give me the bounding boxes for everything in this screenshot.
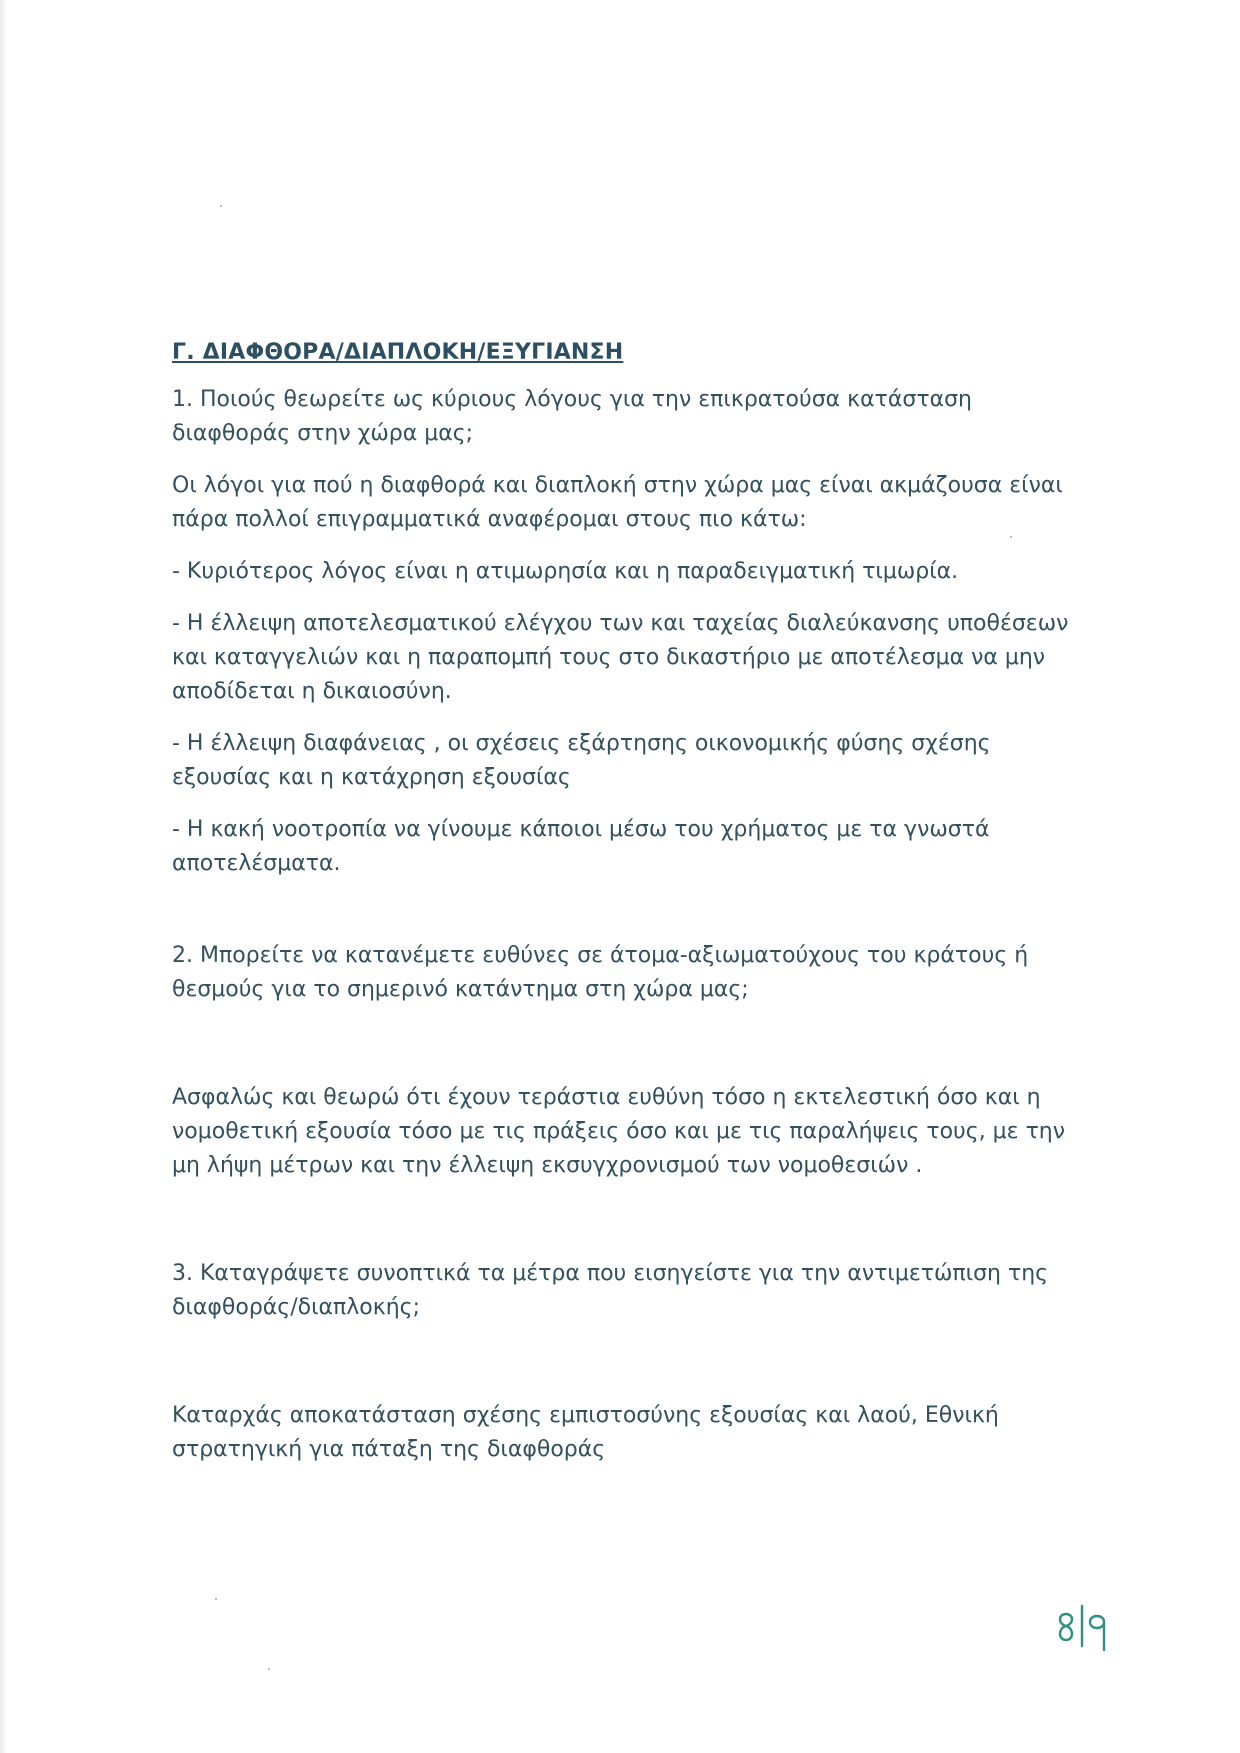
document-body <box>172 340 1072 1467</box>
answer-1-bullet: - Η έλλειψη διαφάνειας , οι σχέσεις εξάρτησης οικονομικής φύσης σχέσης εξουσίας και η κατάχρηση εξουσίας <box>172 731 991 790</box>
scan-speck <box>268 1668 270 1670</box>
answer-2: Ασφαλώς και θεωρώ ότι έχουν τεράστια ευθύνη τόσο η εκτελεστική όσο και η νομοθετική εξουσία τόσο με τις πράξεις όσο και με τις παραλήψεις τους, με την μη λήψη μέτρων και την έλλειψη εκσυγχρονισμού των νομοθεσιών . <box>172 1085 1066 1178</box>
answer-1-bullet: - Η έλλειψη αποτελεσματικού ελέγχου των και ταχείας διαλεύκανσης υποθέσεων και καταγγελιών και η παραπομπή τους στο δικαστήριο με αποτέλεσμα να μην αποδίδεται η δικαιοσύνη. <box>172 611 1069 704</box>
question-3: 3. Καταγράψετε συνοπτικά τα μέτρα που εισηγείστε για την αντιμετώπιση της διαφθοράς/διαπλοκής; <box>172 1261 1049 1320</box>
answer-1-bullet: - Κυριότερος λόγος είναι η ατιμωρησία και η παραδειγματική τιμωρία. <box>172 559 959 584</box>
scan-speck <box>215 1598 217 1600</box>
answer-1-intro: Οι λόγοι για πού η διαφθορά και διαπλοκή στην χώρα μας είναι ακμάζουσα είναι πάρα πολλοί επιγραμματικά αναφέρομαι στους πιο κάτω: <box>172 473 1063 532</box>
section-heading: Γ. ΔΙΑΦΘΟΡΑ/ΔΙΑΠΛΟΚΗ/ΕΞΥΓΙΑΝΣΗ <box>172 340 624 365</box>
scan-speck <box>220 205 222 207</box>
question-1: 1. Ποιούς θεωρείτε ως κύριους λόγους για την επικρατούσα κατάσταση διαφθοράς στην χώρα μας; <box>172 387 972 446</box>
scan-speck <box>1010 536 1012 538</box>
answer-1-bullet: - Η κακή νοοτροπία να γίνουμε κάποιοι μέσω του χρήματος με τα γνωστά αποτελέσματα. <box>172 817 990 876</box>
answer-3: Καταρχάς αποκατάσταση σχέσης εμπιστοσύνης εξουσίας και λαού, Εθνική στρατηγική για πάταξη της διαφθοράς <box>172 1403 999 1462</box>
question-2: 2. Μπορείτε να κατανέμετε ευθύνες σε άτομα-αξιωματούχους του κράτους ή θεσμούς για το σημερινό κατάντημα στη χώρα μας; <box>172 943 1029 1002</box>
scan-edge <box>0 0 8 1753</box>
handwritten-page-number <box>1052 1600 1112 1660</box>
